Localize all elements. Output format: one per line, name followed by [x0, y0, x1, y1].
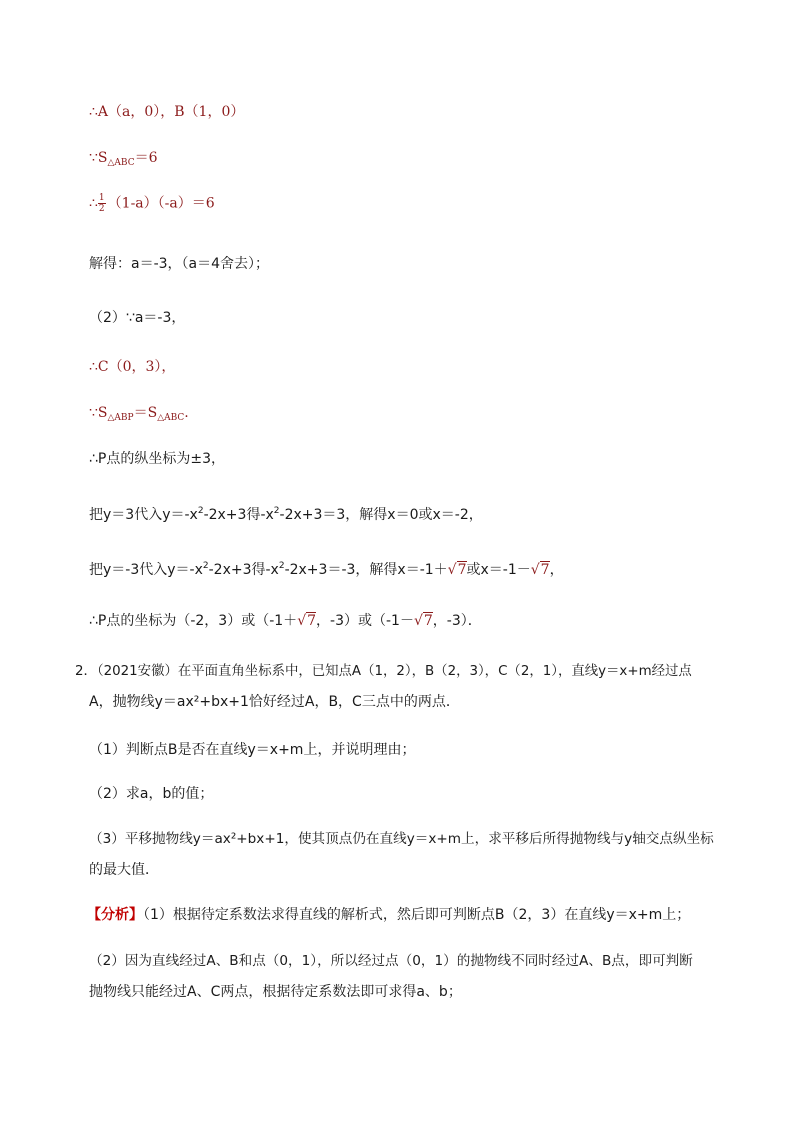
superscript-2: 2 [273, 506, 280, 516]
area-equation-body: （1-a）（-a）＝6 [107, 195, 215, 212]
analysis-1-text: （1）根据待定系数法求得直线的解析式，然后即可判断点B（2，3）在直线y＝x+m上； [143, 907, 691, 923]
subneg3-part-d: 或x＝-1－ [466, 562, 531, 578]
subscript-abp: △ABP [107, 413, 134, 423]
radicand: 7 [540, 562, 550, 578]
radical-sign: √ [530, 562, 540, 578]
line-p-coords [89, 611, 482, 631]
superscript-2: 2 [202, 561, 209, 571]
line-p-ordinate: ∴P点的纵坐标为±3， [89, 451, 225, 467]
radicand: 7 [423, 613, 433, 629]
line-part2-a: （2）∵a＝-3， [89, 310, 186, 326]
line-area-equation [89, 193, 215, 214]
subscript-abc: △ABC [157, 413, 185, 423]
sqrt-7 [297, 612, 316, 629]
subneg3-part-b: -2x+3得-x [208, 562, 279, 578]
radicand: 7 [457, 562, 467, 578]
line-solve-a: 解得：a＝-3，（a＝4舍去）； [89, 256, 270, 272]
period: . [184, 405, 189, 421]
subneg3-part-e: ， [549, 562, 564, 578]
line-substitute-3 [89, 501, 483, 525]
line-c-coords: ∴C（0，3）， [89, 359, 176, 375]
sub3-part-a: 把y＝3代入y＝-x [89, 507, 198, 523]
fraction-half [98, 193, 106, 214]
analysis-line-3: 抛物线只能经过A、C两点，根据待定系数法即可求得a、b； [89, 984, 462, 1000]
radical-sign: √ [413, 613, 423, 629]
fraction-numerator: 1 [98, 193, 105, 203]
question-2-part-3-line-2: 的最大值． [89, 862, 159, 878]
question-2-part-2: （2）求a，b的值； [89, 786, 214, 802]
sqrt-7 [531, 561, 550, 578]
sqrt-7 [414, 612, 433, 629]
because-s: ∵S [89, 405, 108, 421]
analysis-line-2: （2）因为直线经过A、B和点（0，1），所以经过点（0，1）的抛物线不同时经过A、B点，即可判断 [89, 953, 693, 969]
superscript-2: 2 [278, 561, 285, 571]
p-coords-part-b: ，-3）或（-1－ [316, 613, 414, 629]
line-area-equal [89, 403, 189, 428]
sqrt-7 [448, 561, 467, 578]
question-2-part-3-line-1: （3）平移抛物线y＝ax²+bx+1，使其顶点仍在直线y＝x+m上，求平移后所得抛物线与y轴交点纵坐标 [89, 831, 714, 847]
line-area-abc [89, 148, 158, 173]
radical-sign: √ [297, 613, 307, 629]
sub3-part-b: -2x+3得-x [203, 507, 274, 523]
question-2-part-1: （1）判断点B是否在直线y＝x+m上，并说明理由； [89, 742, 416, 758]
sub3-part-c: -2x+3＝3，解得x＝0或x＝-2， [279, 507, 483, 523]
analysis-tag: 【分析】 [87, 907, 143, 923]
subneg3-part-c: -2x+3＝-3，解得x＝-1＋ [284, 562, 448, 578]
fraction-denominator: 2 [98, 204, 105, 214]
question-2-line-1: 2．（2021安徽）在平面直角坐标系中，已知点A（1，2），B（2，3），C（2，1），直线y＝x+m经过点 [75, 664, 692, 679]
because-s: ∵S [89, 150, 108, 166]
subneg3-part-a: 把y＝-3代入y＝-x [89, 562, 203, 578]
question-2-line-2: A，抛物线y＝ax²+bx+1恰好经过A，B，C三点中的两点． [89, 694, 460, 710]
line-a-b-coords: ∴A（a，0），B（1，0） [89, 104, 245, 120]
radicand: 7 [307, 613, 317, 629]
equals-s: ＝S [133, 405, 158, 421]
subscript-abc: △ABC [107, 158, 135, 168]
analysis-line-1 [87, 905, 690, 925]
p-coords-part-a: ∴P点的坐标为（-2，3）或（-1＋ [89, 613, 298, 629]
radical-sign: √ [447, 562, 457, 578]
p-coords-part-c: ，-3）． [432, 613, 482, 629]
equals-six: ＝6 [134, 150, 158, 166]
therefore-symbol: ∴ [89, 195, 98, 212]
line-substitute-neg3 [89, 556, 564, 580]
superscript-2: 2 [197, 506, 204, 516]
